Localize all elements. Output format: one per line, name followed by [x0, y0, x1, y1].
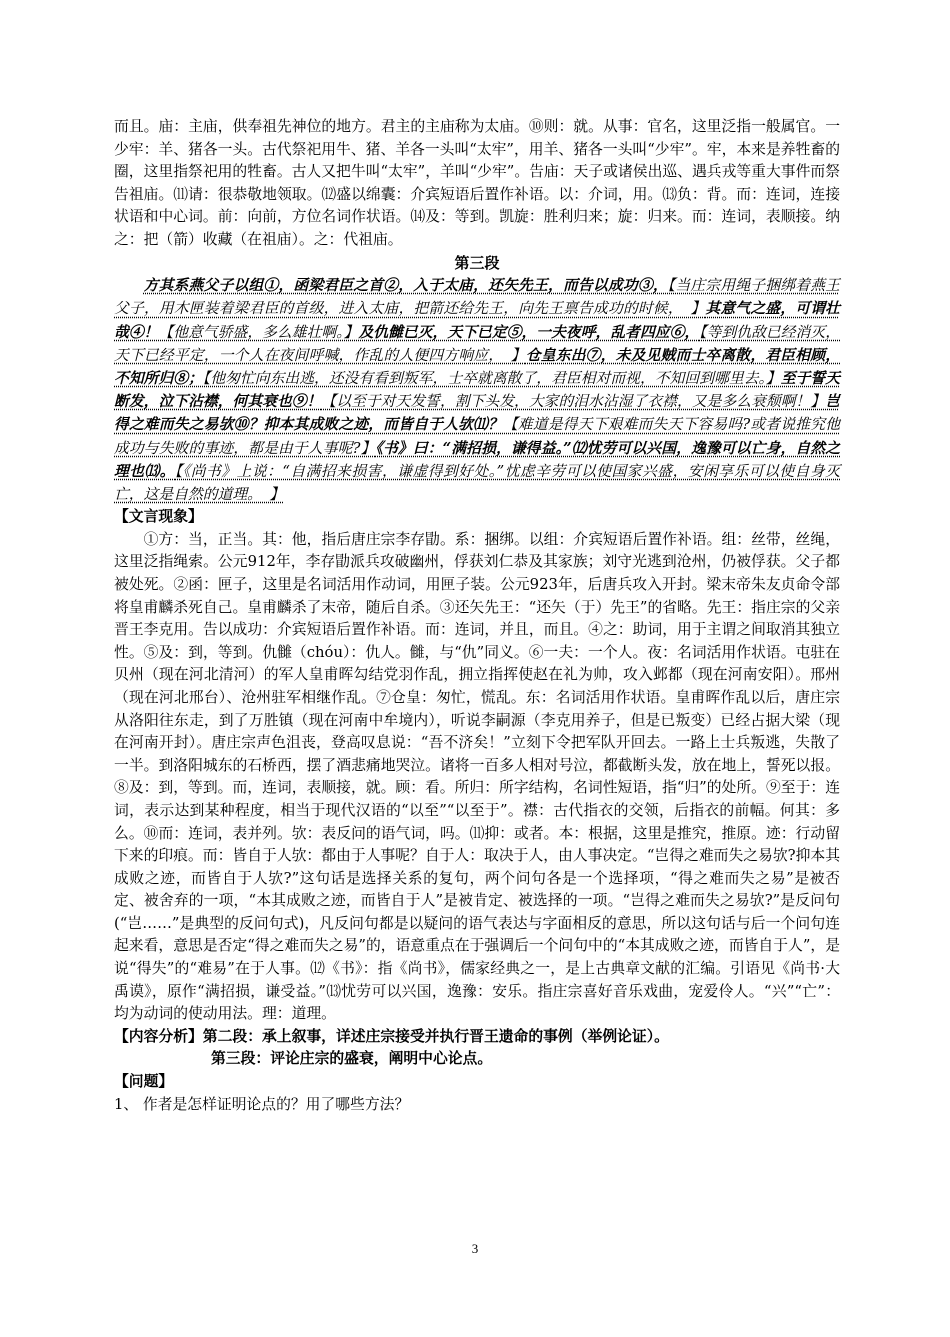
classical-passage — [114, 274, 840, 506]
passage-original-text: 仓皇东出⑦，未及见贼而士卒离散，君臣相顾，不知所归⑧； — [114, 346, 840, 387]
passage-original-text: 及仇雠已灭，天下已定⑤，一夫夜呼，乱者四应⑥， — [358, 323, 700, 341]
passage-translation: 【他匆忙向东出逃，还没有看到叛军，士卒就离散了，君臣相对而视，不知回到哪里去。】 — [202, 369, 781, 387]
passage-original-text: 方其系燕父子以组①，函梁君臣之首②，入于太庙，还矢先王，而告以成功③， — [143, 277, 668, 295]
passage-original-text: 岂得之难而失之易欤⑩？抑本其成败之迹，而皆自于人欤⑾？ — [114, 393, 840, 434]
passage-translation: 【当庄宗用绳子捆绑着燕王父子，用木匣装着梁君臣的首级，进入太庙，把箭还给先王，向先王禀告成功的时候， 】 — [114, 277, 840, 318]
annotation-notes: 而且。庙：主庙，供奉祖先神位的地方。君主的主庙称为太庙。⑩则：就。从事：官名，这里泛指一般属官。一少牢：羊、猪各一头。古代祭祀用牛、猪、羊各一头叫“太牢”，用羊、猪各一头叫“少牢”。牢，本来是养牲畜的圈，这里指祭祀用的牲畜。古人又把牛叫“太牢”，羊叫“少牢”。告庙：天子或诸侯出巡、遇兵戎等重大事件而祭告祖庙。⑾请：很恭敬地领取。⑿盛以绵囊：介宾短语后置作补语。以：介词，用。⒀负：背。而：连词，连接状语和中心词。前：向前，方位名词作状语。⒁及：等到。凯旋：胜利归来；旋：归来。而：连词，表顺接。纳之：把（箭）收藏（在祖庙）。之：代祖庙。 — [114, 118, 840, 248]
content-analysis-line-1 — [114, 1026, 840, 1049]
passage-translation: 【《尚书》上说：“自满招来损害，谦虚得到好处。”忧虑辛劳可以使国家兴盛，安闲享乐可以使自身灭亡，这是自然的道理。 】 — [114, 462, 840, 503]
content-analysis-label: 【内容分析】 — [114, 1027, 203, 1045]
content-analysis-text-1: 第二段：承上叙事，详述庄宗接受并执行晋王遗命的事例（举例论证）。 — [202, 1027, 669, 1045]
passage-translation: 【他意气骄盛，多么雄壮啊。】 — [158, 323, 359, 341]
question-1: 1、 作者是怎样证明论点的？用了哪些方法？ — [114, 1095, 410, 1113]
section-heading: 第三段 — [454, 253, 500, 272]
wenyan-notes: ①方：当，正当。其：他，指后唐庄宗李存勖。系：捆绑。以组：介宾短语后置作补语。组：丝带，丝绳，这里泛指绳索。公元912年，李存勖派兵攻破幽州，俘获刘仁恭及其家族；刘守光逃到沧州，仍被俘获。父子都被处死。②函：匣子，这里是名词活用作动词，用匣子装。公元923年，后唐兵攻入开封。梁末帝朱友贞命令部将皇甫麟杀死自己。皇甫麟杀了末帝，随后自杀。③还矢先王：“还矢（于）先王”的省略。先王：指庄宗的父亲晋王李克用。告以成功：介宾短语后置作补语。而：连词，并且，而且。④之：助词，用于主谓之间取消其独立性。⑤及：到，等到。仇雠（chóu）：仇人。雠，与“仇”同义。⑥一夫：一个人。夜：名词活用作状语。屯驻在贝州（现在河北清河）的军人皇甫晖勾结党羽作乱，拥立指挥使赵在礼为帅，攻入邺都（现在河南安阳）。邢州（现在河北邢台）、沧州驻军相继作乱。⑦仓皇：匆忙，慌乱。东：名词活用作状语。皇甫晖作乱以后，唐庄宗从洛阳往东走，到了万胜镇（现在河南中牟境内），听说李嗣源（李克用养子，但是已叛变）已经占据大梁（现在河南开封）。唐庄宗声色沮丧，登高叹息说：“吾不济矣！”立刻下令把军队开回去。一路上士兵叛逃，失散了一半。到洛阳城东的石桥西，摆了酒悲痛地哭泣。诸将一百多人相对号泣，都截断头发，放在地上，誓死以报。⑧及：到，等到。而，连词，表顺接，就。顾：看。所归：所字结构，名词性短语，指“归”的处所。⑨至于：连词，表示达到某种程度，相当于现代汉语的“以至”“以至于”。襟：古代指衣的交领，后指衣的前幅。何其：多么。⑩而：连词，表并列。欤：表反问的语气词，吗。⑾抑：或者。本：根据，这里是推究，推原。迹：行动留下来的印痕。而：皆自于人欤：都由于人事呢？自于人：取决于人，由人事决定。“岂得之难而失之易欤?抑本其成败之迹，而皆自于人欤?”这句话是选择关系的复句，两个问句各是一个选择项，“得之难而失之易”是被否定、被舍弃的一项，“本其成败之迹，而皆自于人”是被肯定、被选择的一项。“岂得之难而失之易欤?”是反问句(“岂……”是典型的反问句式)，凡反问句都是以疑问的语气表达与字面相反的意思，所以这句话与后一个问句连起来看，意思是否定“得之难而失之易”的，语意重点在于强调后一个问句中的“本其成败之迹，而皆自于人”，是说“得失”的“难易”在于人事。⑿《书》：指《尚书》，儒家经典之一，是上古典章文献的汇编。引语见《尚书·大禹谟》，原作“满招损，谦受益。”⒀忧劳可以兴国，逸豫：安乐。指庄宗喜好音乐戏曲，宠爱伶人。“兴”“亡”：均为动词的使动用法。理：道理。 — [114, 530, 840, 1023]
wenyan-section-label: 【文言现象】 — [114, 508, 203, 526]
passage-original-text: 至于誓天断发，泣下沾襟，何其衰也⑨！ — [114, 369, 840, 411]
page-number: 3 — [471, 1241, 479, 1256]
passage-original-text: 其意气之盛，可谓壮哉④！ — [114, 300, 840, 341]
passage-translation: 【等到仇敌已经消灭，天下已经平定，一个人在夜间呼喊，作乱的人便四方响应， 】 — [114, 323, 840, 364]
passage-original-text: 《书》曰：“满招损，谦得益。”⑿忧劳可以兴国，逸豫可以亡身，自然之理也⒀。 — [114, 439, 840, 480]
document-page — [114, 116, 840, 1116]
content-analysis-line-2: 第三段：评论庄宗的盛衰，阐明中心论点。 — [211, 1050, 493, 1068]
questions-label: 【问题】 — [114, 1073, 174, 1091]
passage-translation: 【以至于对天发誓，割下头发，大家的泪水沾湿了衣襟，又是多么衰颓啊！】 — [321, 393, 826, 411]
passage-translation: 【难道是得天下艰难而失天下容易吗?或者说推究他成功与失败的事迹，都是由于人事呢?】 — [114, 416, 840, 457]
